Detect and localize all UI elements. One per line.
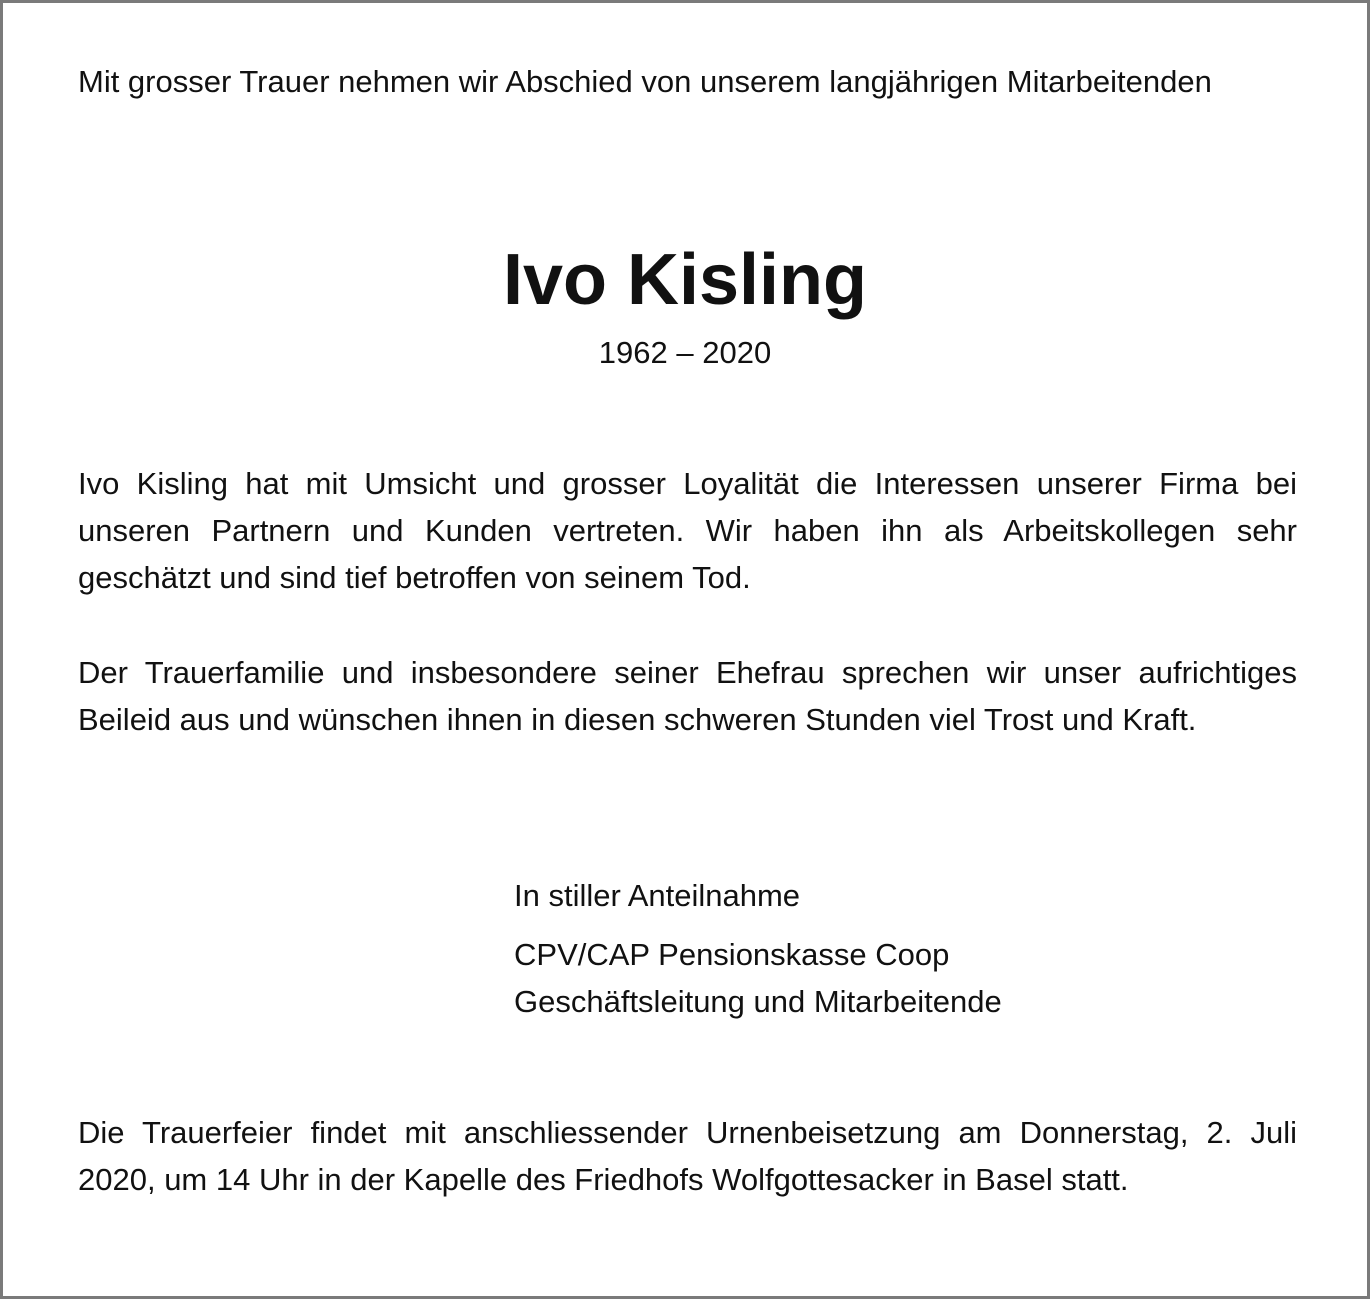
signature-phrase: In stiller Anteilnahme	[514, 878, 801, 913]
funeral-details: Die Trauerfeier findet mit anschliessender Urnenbeisetzung am Donnerstag, 2. Juli 2020, um 14 Uhr in der Kapelle des Friedhofs Wolfgottesacker in Basel statt.	[78, 1115, 1297, 1197]
life-dates: 1962 – 2020	[598, 335, 772, 370]
condolence-paragraph: Der Trauerfamilie und insbesondere seiner Ehefrau sprechen wir unser aufrichtiges Beileid aus und wünschen ihnen in diesen schweren Stunden viel Trost und Kraft.	[78, 655, 1297, 737]
intro-text: Mit grosser Trauer nehmen wir Abschied von unserem langjährigen Mitarbeitenden	[78, 64, 1212, 99]
signature-organization: CPV/CAP Pensionskasse Coop	[514, 937, 950, 972]
signature-department: Geschäftsleitung und Mitarbeitende	[514, 984, 1002, 1019]
tribute-paragraph: Ivo Kisling hat mit Umsicht und grosser Loyalität die Interessen unserer Firma bei unseren Partnern und Kunden vertreten. Wir haben ihn als Arbeitskollegen sehr geschätzt und sind tief betroffen von seinem Tod.	[78, 466, 1297, 595]
deceased-name: Ivo Kisling	[502, 240, 868, 320]
